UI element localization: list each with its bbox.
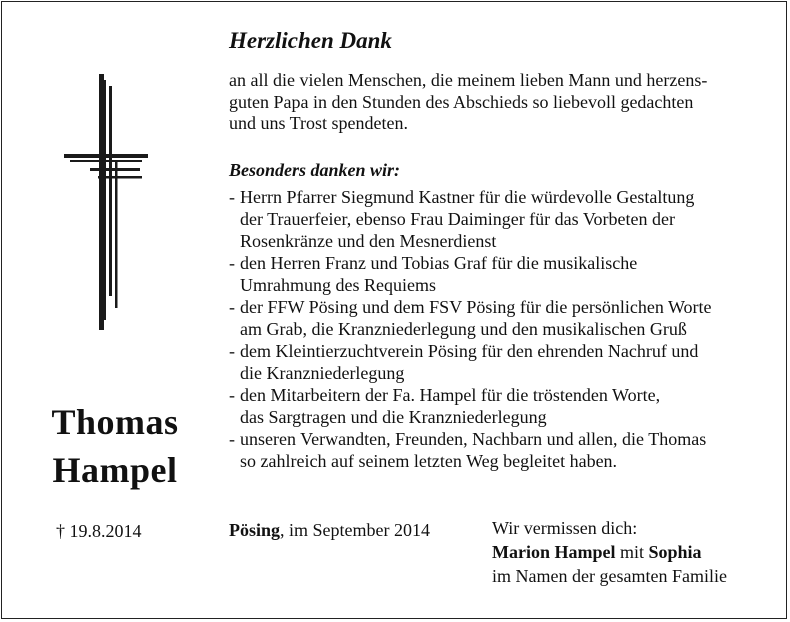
signature-name-2: Sophia [648,542,702,562]
signature-line-1: Wir vermissen dich: [492,518,638,538]
thanks-line: Umrahmung des Requiems [240,274,436,295]
thanks-item: - den Mitarbeitern der Fa. Hampel für die tröstenden Worte, das Sargtragen und die Kranzniederlegung [229,384,661,427]
intro-paragraph [229,70,774,135]
cross-icon [60,72,152,332]
thanks-item: - unseren Verwandten, Freunden, Nachbarn und allen, die Thomas so zahlreich auf seinem letzten Weg begleitet haben. [229,428,707,471]
deceased-first-name: Thomas [51,402,179,442]
intro-line: guten Papa in den Stunden des Abschieds so liebevoll gedachten [229,91,694,112]
signature-name-1: Marion Hampel [492,542,616,562]
thanks-line: das Sargtragen und die Kranzniederlegung [240,406,547,427]
notice-title: Herzlichen Dank [229,28,392,53]
death-date: † 19.8.2014 [56,521,142,541]
thanks-list [229,186,774,472]
thanks-line: die Kranzniederlegung [240,362,405,383]
signature-line-3: im Namen der gesamten Familie [492,566,727,586]
thanks-line: den Mitarbeitern der Fa. Hampel für die tröstenden Worte, [240,384,661,405]
thanks-line: Rosenkränze und den Mesnerdienst [240,230,497,251]
intro-line: an all die vielen Menschen, die meinem lieben Mann und herzens- [229,70,708,90]
thanks-item: - Herrn Pfarrer Siegmund Kastner für die würdevolle Gestaltung der Trauerfeier, ebenso Frau Daiminger für das Vorbeten der Rosenkränze und den Mesnerdienst [229,186,695,251]
main-text-column [229,28,774,472]
signature-connector: mit [615,542,649,562]
thanks-line: am Grab, die Kranzniederlegung und den musikalischen Gruß [240,318,687,339]
thanks-line: der FFW Pösing und dem FSV Pösing für die persönlichen Worte [240,296,712,317]
thanks-item: - den Herren Franz und Tobias Graf für die musikalische Umrahmung des Requiems [229,252,638,295]
intro-line: und uns Trost spendeten. [229,113,409,133]
thanks-line: so zahlreich auf seinem letzten Weg begleitet haben. [240,450,618,471]
thanks-subheading: Besonders danken wir: [229,159,401,180]
thanks-item: - dem Kleintierzuchtverein Pösing für den ehrenden Nachruf und die Kranzniederlegung [229,340,699,383]
signature-block [492,516,727,588]
thanks-line: unseren Verwandten, Freunden, Nachbarn und allen, die Thomas [240,428,707,449]
thanks-line: dem Kleintierzuchtverein Pösing für den ehrenden Nachruf und [240,340,699,361]
place-date [229,520,430,541]
deceased-last-name: Hampel [52,450,178,490]
signature-line-2 [492,540,727,564]
thanks-line: Herrn Pfarrer Siegmund Kastner für die würdevolle Gestaltung [240,186,695,207]
thanks-item: - der FFW Pösing und dem FSV Pösing für die persönlichen Worte am Grab, die Kranzniederlegung und den musikalischen Gruß [229,296,712,339]
place-town: Pösing [229,520,281,540]
thanks-line: den Herren Franz und Tobias Graf für die musikalische [240,252,638,273]
place-date-text: , im September 2014 [280,520,430,540]
thanks-line: der Trauerfeier, ebenso Frau Daiminger für das Vorbeten der [240,208,675,229]
